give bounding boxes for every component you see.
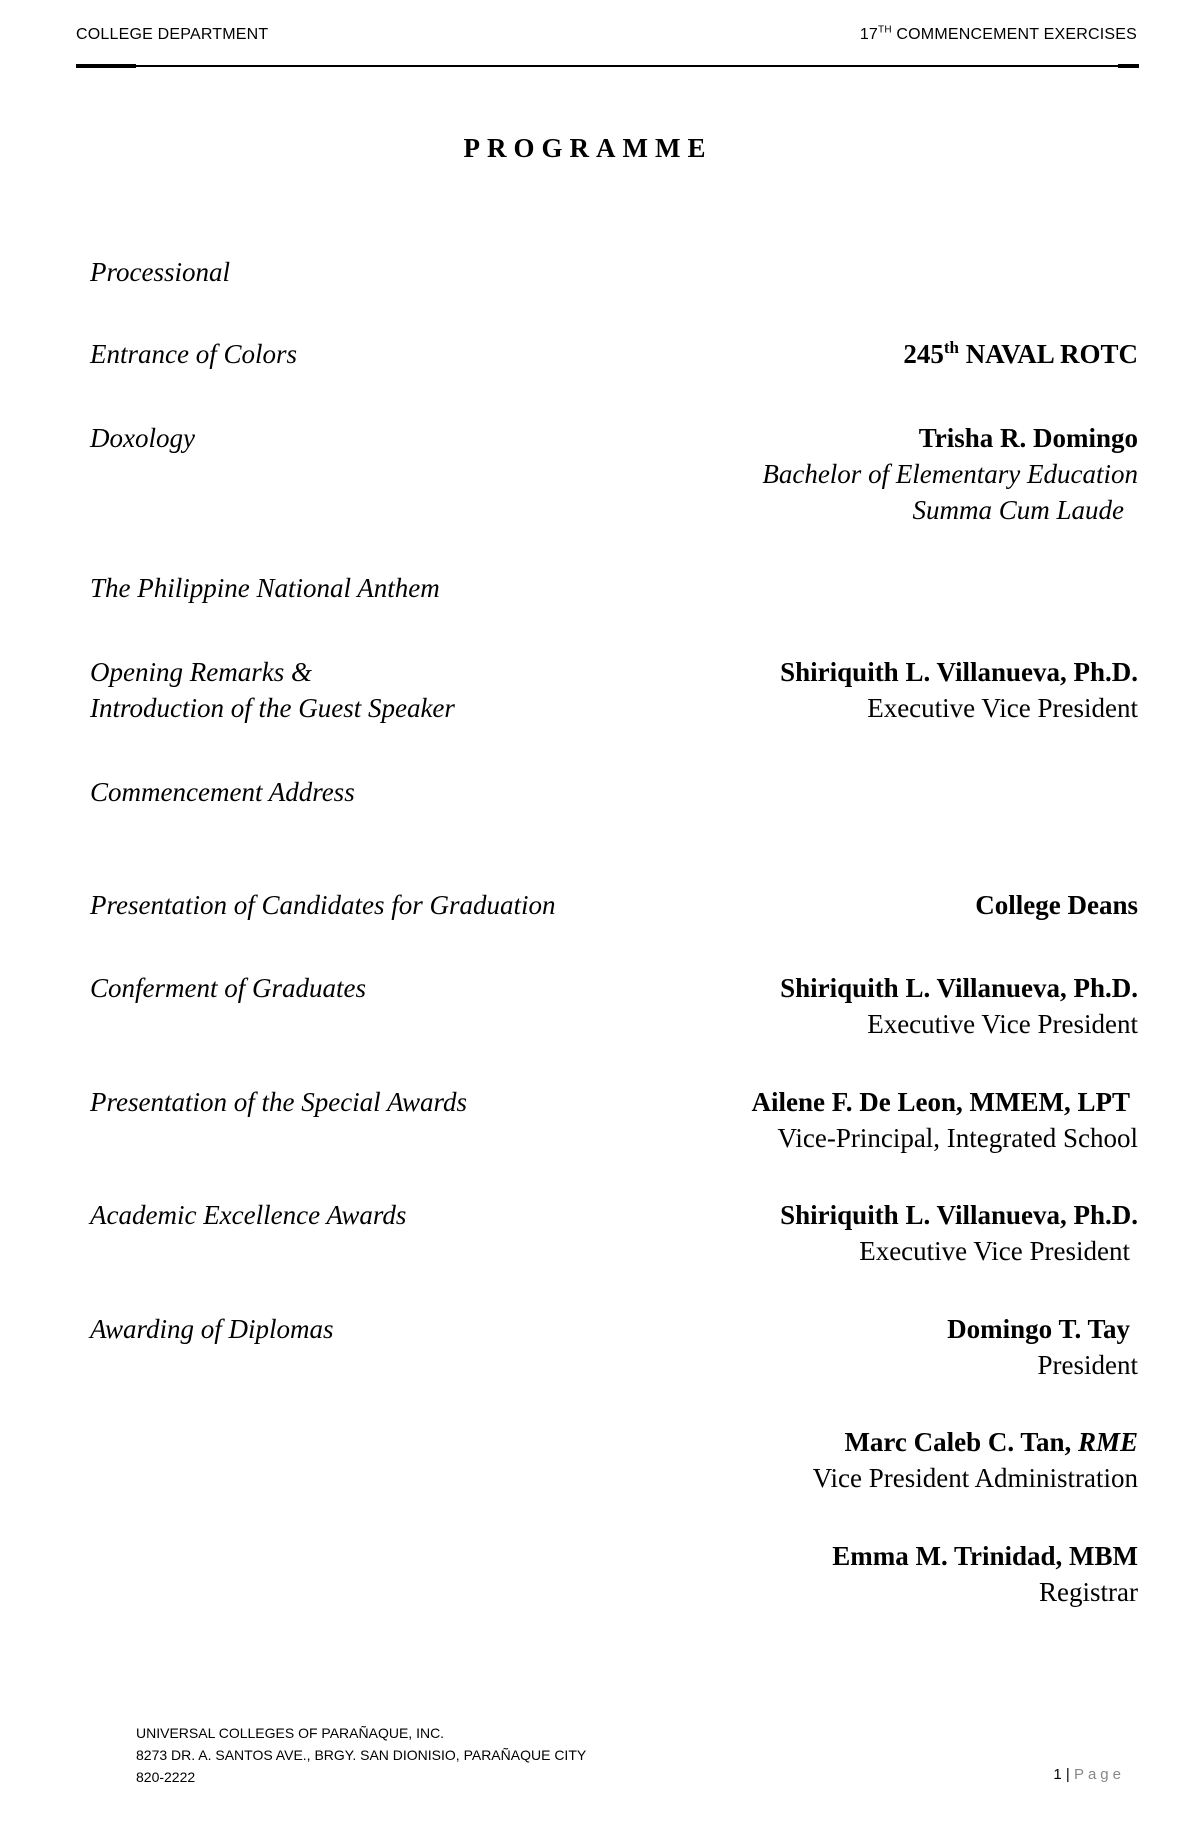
- header-event-text: COMMENCEMENT EXERCISES: [896, 26, 1137, 43]
- signatory-role: Vice President Administration: [812, 1463, 1138, 1493]
- performer-suffix: th: [943, 338, 959, 357]
- speaker-name: Domingo T. Tay: [947, 1314, 1130, 1344]
- header-event-number: 17: [859, 26, 879, 43]
- programme-item-line2: Introduction of the Guest Speaker: [90, 693, 455, 723]
- performer-name: Trisha R. Domingo: [918, 423, 1138, 453]
- speaker-role: President: [1037, 1350, 1138, 1380]
- programme-item-national-anthem: The Philippine National Anthem: [90, 573, 440, 603]
- header-event-suffix: TH: [878, 24, 892, 36]
- speaker-role: Executive Vice President: [867, 693, 1138, 723]
- signatory-name: [813, 1424, 1138, 1460]
- performer-number: 245: [903, 339, 944, 369]
- programme-item-opening-remarks: [90, 654, 455, 726]
- speaker-role: Vice-Principal, Integrated School: [777, 1123, 1138, 1153]
- programme-item-conferment: Conferment of Graduates: [90, 973, 366, 1003]
- page-title: PROGRAMME: [463, 133, 713, 163]
- programme-performer-doxology: [762, 420, 1138, 528]
- programme-speaker-diplomas: [947, 1311, 1138, 1383]
- speaker-name: Ailene F. De Leon, MMEM, LPT: [751, 1087, 1130, 1117]
- signatory-name: Emma M. Trinidad, MBM: [832, 1541, 1138, 1571]
- header-department: COLLEGE DEPARTMENT: [76, 26, 269, 43]
- performer-honor: Summa Cum Laude: [912, 495, 1124, 525]
- performer-text: NAVAL ROTC: [965, 339, 1138, 369]
- programme-speaker-candidates: [975, 887, 1138, 923]
- page-number-value: 1: [1053, 1766, 1062, 1783]
- speaker-name: Shiriquith L. Villanueva, Ph.D.: [780, 657, 1138, 687]
- programme-speaker-special-awards: [752, 1084, 1138, 1156]
- programme-performer-colors: [903, 336, 1138, 372]
- programme-speaker-academic-excellence: [780, 1197, 1138, 1269]
- signatory-name-text: Marc Caleb C. Tan,: [844, 1427, 1072, 1457]
- page-number: [1053, 1766, 1125, 1783]
- signatory-registrar: [832, 1538, 1138, 1610]
- programme-item-commencement-address: Commencement Address: [90, 777, 355, 807]
- programme-item-entrance-of-colors: Entrance of Colors: [90, 339, 297, 369]
- programme-item-academic-excellence: Academic Excellence Awards: [90, 1200, 407, 1230]
- speaker-name: Shiriquith L. Villanueva, Ph.D.: [780, 973, 1138, 1003]
- performer-name: [903, 336, 1138, 372]
- page-number-label: Page: [1073, 1766, 1125, 1783]
- speaker-role: Executive Vice President: [867, 1009, 1138, 1039]
- footer-address: 8273 DR. A. SANTOS AVE., BRGY. SAN DIONISIO, PARAÑAQUE CITY: [136, 1747, 587, 1763]
- speaker-role: Executive Vice President: [859, 1236, 1130, 1266]
- header-event: [860, 26, 1137, 44]
- footer-phone: 820-2222: [136, 1769, 196, 1785]
- footer-address-block: [136, 1722, 586, 1788]
- programme-speaker-conferment: [780, 970, 1138, 1042]
- performer-degree: Bachelor of Elementary Education: [762, 459, 1138, 489]
- programme-item-special-awards: Presentation of the Special Awards: [90, 1087, 467, 1117]
- header-rule-accent-left: [76, 64, 136, 68]
- speaker-name: College Deans: [975, 890, 1138, 920]
- signatory-vp-administration: [813, 1424, 1138, 1496]
- programme-item-line1: Opening Remarks &: [90, 657, 312, 687]
- signatory-role: Registrar: [1039, 1577, 1138, 1607]
- programme-speaker-opening-remarks: [780, 654, 1138, 726]
- programme-item-presentation-of-candidates: Presentation of Candidates for Graduation: [90, 890, 556, 920]
- speaker-name: Shiriquith L. Villanueva, Ph.D.: [780, 1200, 1138, 1230]
- page-number-separator: |: [1061, 1766, 1074, 1783]
- header-rule: [76, 65, 1139, 67]
- footer-institution: UNIVERSAL COLLEGES OF PARAÑAQUE, INC.: [136, 1725, 445, 1741]
- header-rule-accent-right: [1118, 64, 1139, 68]
- programme-item-awarding-of-diplomas: Awarding of Diplomas: [90, 1314, 334, 1344]
- signatory-name-title: RME: [1077, 1427, 1138, 1457]
- programme-item-doxology: Doxology: [90, 423, 195, 453]
- programme-item-processional: Processional: [90, 257, 230, 287]
